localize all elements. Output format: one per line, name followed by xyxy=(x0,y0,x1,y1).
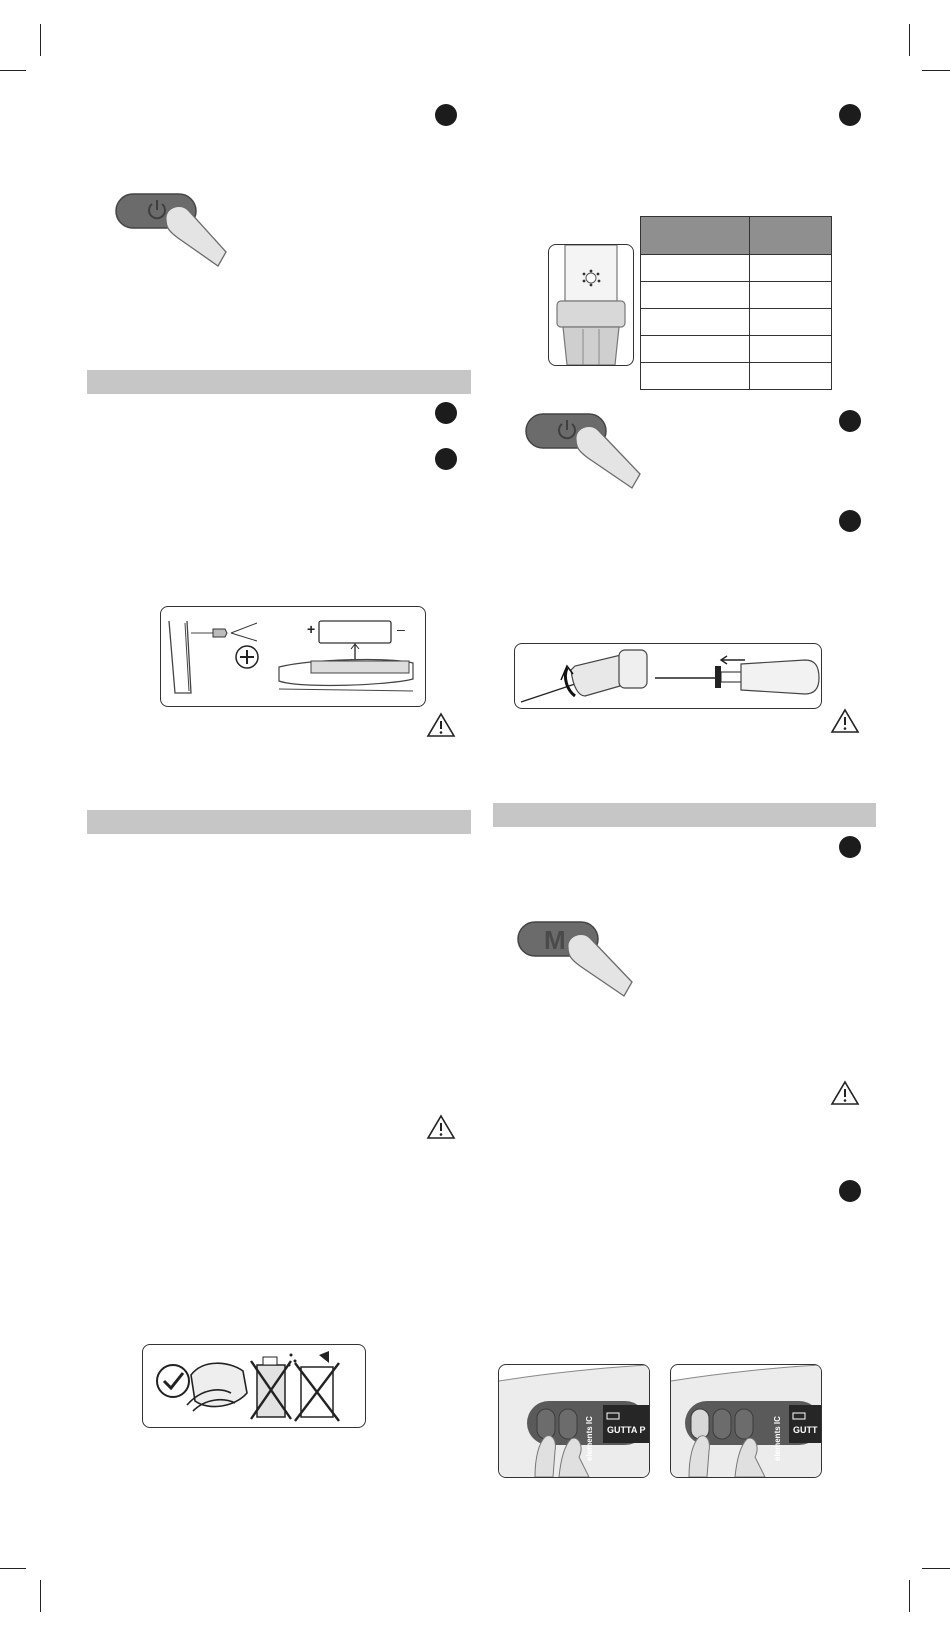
step-marker-icon xyxy=(839,836,861,858)
warning-triangle-icon xyxy=(426,1114,456,1140)
mode-button-press-illustration xyxy=(516,918,641,1000)
table-header-row xyxy=(641,217,832,255)
tip-insertion-figure xyxy=(514,643,822,709)
finger-icon xyxy=(576,426,640,488)
step-marker-icon xyxy=(839,104,861,126)
section-bar xyxy=(493,803,876,827)
led-status-table xyxy=(640,216,832,390)
device-panel-right xyxy=(670,1364,822,1478)
power-button-press-illustration xyxy=(524,410,649,492)
step-marker-icon xyxy=(839,410,861,432)
display-text: GUTTA P xyxy=(607,1425,646,1435)
battery-minus-label: – xyxy=(397,621,405,637)
wiping-hand-icon xyxy=(187,1363,247,1411)
cleaning-instructions-figure xyxy=(142,1344,366,1428)
display-text: GUTT xyxy=(793,1425,818,1435)
no-spray-icon xyxy=(251,1354,297,1420)
crop-mark xyxy=(922,70,950,71)
crop-mark xyxy=(40,1580,41,1612)
power-button-press-illustration xyxy=(114,190,234,270)
step-marker-icon xyxy=(435,402,457,424)
table-row xyxy=(641,336,832,363)
warning-triangle-icon xyxy=(426,712,456,738)
crop-mark xyxy=(909,1580,910,1612)
battery-icon xyxy=(319,621,391,643)
brand-label: elements IC xyxy=(585,1416,594,1461)
table-row xyxy=(641,309,832,336)
step-marker-icon xyxy=(435,448,457,470)
crop-mark xyxy=(0,1568,26,1569)
screwdriver-phillips-icon xyxy=(236,646,258,668)
handpiece-led-illustration xyxy=(548,244,634,366)
mode-button-label: M xyxy=(544,925,566,955)
table-row xyxy=(641,255,832,282)
screw-icon xyxy=(213,629,227,637)
warning-triangle-icon xyxy=(830,1080,860,1106)
section-bar xyxy=(87,810,471,834)
battery-replacement-figure xyxy=(160,606,426,707)
section-bar xyxy=(87,370,471,394)
finger-icon xyxy=(568,934,632,996)
warning-triangle-icon xyxy=(830,708,860,734)
battery-plus-label: + xyxy=(307,621,316,637)
table-row xyxy=(641,363,832,390)
table-row xyxy=(641,282,832,309)
checkmark-circle-icon xyxy=(157,1365,189,1397)
crop-mark xyxy=(40,24,41,56)
step-marker-icon xyxy=(839,1180,861,1202)
brand-label: elements IC xyxy=(773,1416,782,1461)
crop-mark xyxy=(0,70,26,71)
step-marker-icon xyxy=(839,510,861,532)
no-immersion-icon xyxy=(295,1351,339,1421)
crop-mark xyxy=(922,1568,950,1569)
crop-mark xyxy=(909,24,910,56)
device-panel-left xyxy=(498,1364,650,1478)
step-marker-icon xyxy=(435,104,457,126)
